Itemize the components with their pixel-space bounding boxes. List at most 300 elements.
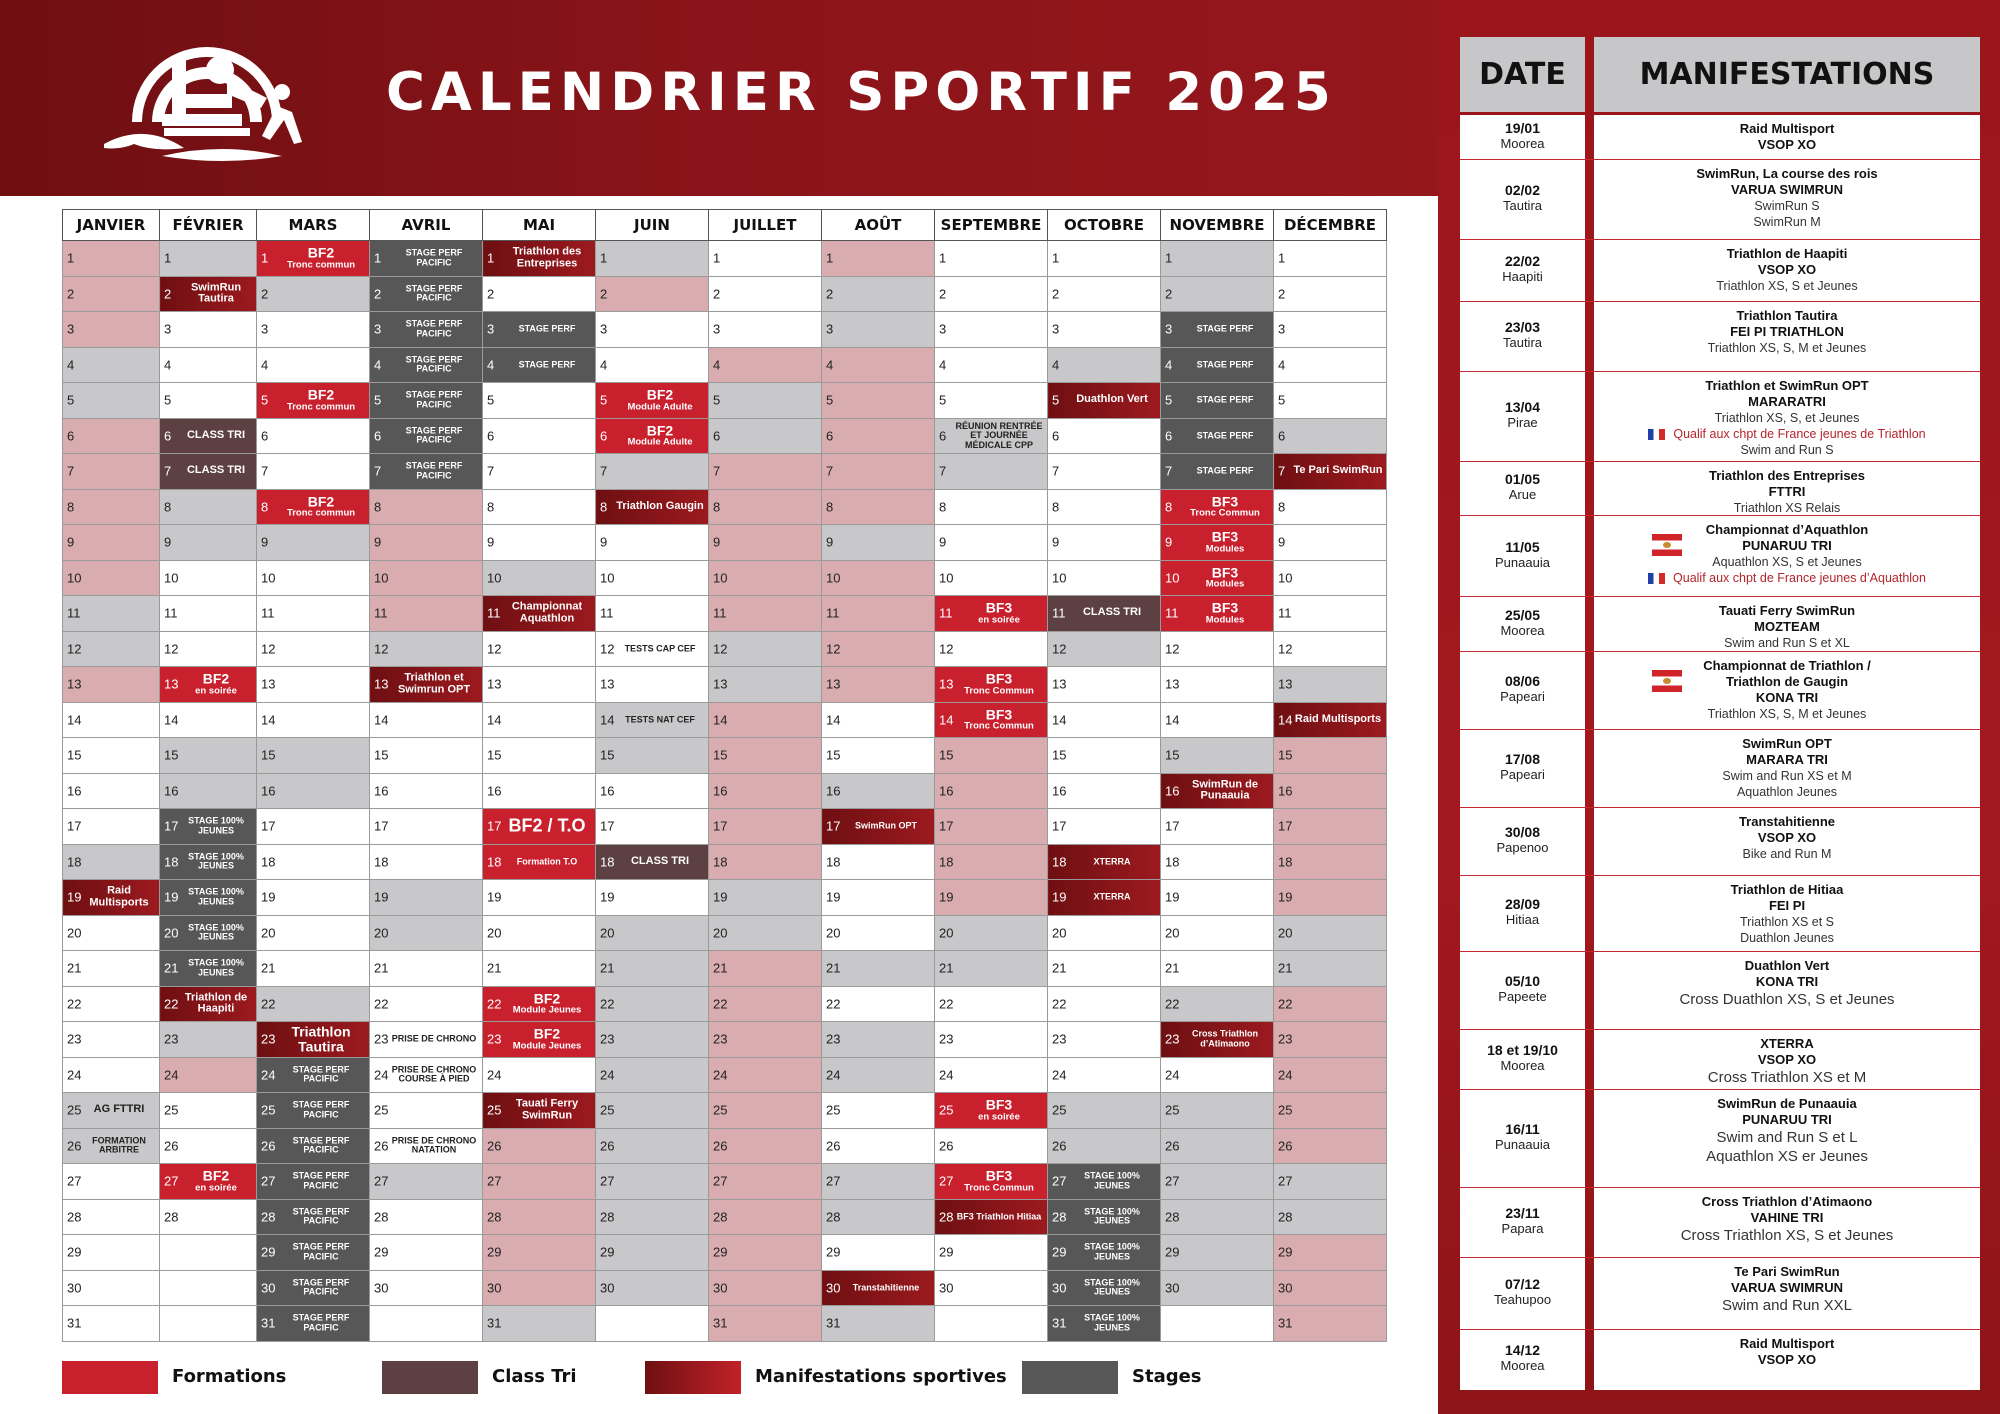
calendar-day-cell [1274, 880, 1387, 916]
day-number: 30 [826, 1280, 841, 1296]
day-number: 3 [487, 321, 495, 337]
day-number: 23 [1278, 1031, 1293, 1047]
event-row [1460, 516, 1980, 597]
calendar-day-cell [1048, 915, 1161, 951]
event-place: Moorea [1500, 135, 1545, 151]
day-number: 17 [826, 818, 841, 834]
calendar-day-cell [709, 915, 822, 951]
day-number: 18 [1052, 854, 1067, 870]
event-category [1594, 914, 1980, 930]
calendar-day-cell [370, 1164, 483, 1200]
calendar-day-cell [1161, 241, 1274, 277]
calendar-day-cell [1274, 241, 1387, 277]
calendar-day-cell [160, 1128, 257, 1164]
event-row [1460, 652, 1980, 730]
calendar-event-label: BF2 en soirée [195, 670, 237, 697]
calendar-day-cell [935, 383, 1048, 419]
event-details [1594, 121, 1980, 153]
calendar-day-cell [935, 915, 1048, 951]
day-number: 8 [1052, 499, 1060, 515]
calendar-day-cell [257, 1057, 370, 1093]
day-number: 26 [826, 1138, 841, 1154]
event-place: Punaauia [1495, 554, 1550, 570]
day-number: 15 [261, 747, 276, 763]
month-header: MAI [483, 210, 596, 241]
day-number: 28 [1052, 1209, 1067, 1225]
calendar-day-cell [1274, 915, 1387, 951]
calendar-day-cell [160, 1164, 257, 1200]
calendar-day-cell [63, 738, 160, 774]
day-number: 13 [713, 676, 728, 692]
calendar-day-cell [483, 809, 596, 845]
calendar-day-cell [822, 702, 935, 738]
day-number: 20 [713, 925, 728, 941]
event-details [1594, 814, 1980, 862]
day-number: 26 [713, 1138, 728, 1154]
event-category-text: Swim and Run S [1740, 443, 1834, 457]
calendar-day-cell [1274, 596, 1387, 632]
event-place: Papara [1501, 1221, 1544, 1236]
calendar-event-label: BF2 Tronc commun [286, 386, 356, 413]
day-number: 11 [826, 605, 840, 621]
day-number: 6 [1165, 428, 1173, 444]
event-title: Triathlon Tautira [1736, 308, 1838, 323]
calendar-day-cell [822, 844, 935, 880]
day-number: 27 [939, 1173, 954, 1189]
calendar-day-cell [370, 276, 483, 312]
calendar-day-cell [63, 915, 160, 951]
legend-swatch [382, 1361, 478, 1394]
day-number: 11 [600, 605, 614, 621]
calendar-day-cell [160, 454, 257, 490]
day-number: 27 [826, 1173, 841, 1189]
day-number: 5 [374, 392, 382, 408]
calendar-day-cell [709, 560, 822, 596]
calendar-day-cell [160, 525, 257, 561]
calendar-day-cell [1048, 880, 1161, 916]
calendar-day-cell [160, 560, 257, 596]
qualification-note [1594, 570, 1980, 586]
day-number: 7 [67, 463, 75, 479]
day-number: 23 [164, 1031, 179, 1047]
calendar-day-cell [709, 1306, 822, 1342]
event-organizer: MARARA TRI [1746, 752, 1828, 767]
calendar-day-cell [822, 1022, 935, 1058]
calendar-event-label: Raid Multisports [89, 884, 149, 909]
calendar-day-cell [63, 1235, 160, 1271]
day-number: 30 [600, 1280, 615, 1296]
calendar-day-cell [709, 986, 822, 1022]
calendar-day-cell [483, 276, 596, 312]
day-number: 8 [600, 499, 608, 515]
day-number: 9 [713, 534, 721, 550]
day-number: 20 [487, 925, 502, 941]
day-number: 30 [1165, 1280, 1180, 1296]
day-number: 19 [713, 889, 728, 905]
calendar-day-cell [257, 880, 370, 916]
calendar-day-cell [370, 1306, 483, 1342]
day-number: 29 [67, 1244, 82, 1260]
calendar-day-cell [483, 489, 596, 525]
calendar-day-cell [1048, 1164, 1161, 1200]
day-number: 19 [487, 889, 502, 905]
day-number: 7 [1052, 463, 1060, 479]
calendar-event-label: AG FTTRI [93, 1103, 145, 1116]
calendar-grid [62, 209, 1387, 1342]
event-date [1460, 253, 1585, 284]
calendar-day-cell [596, 1270, 709, 1306]
calendar-day-cell [935, 1199, 1048, 1235]
day-number: 17 [487, 818, 502, 834]
calendar-day-cell [160, 489, 257, 525]
event-organizer: VAHINE TRI [1750, 1210, 1824, 1225]
calendar-day-row [63, 951, 1387, 987]
calendar-day-cell [483, 241, 596, 277]
calendar-event-label: STAGE PERF PACIFIC [292, 1241, 350, 1262]
day-number: 20 [826, 925, 841, 941]
day-number: 5 [1278, 392, 1286, 408]
day-number: 18 [826, 854, 841, 870]
event-title: SwimRun OPT [1742, 736, 1832, 751]
event-row [1460, 115, 1980, 160]
calendar-event-label: Championnat Aquathlon [511, 600, 583, 625]
event-date [1460, 751, 1585, 782]
calendar-day-cell [935, 454, 1048, 490]
event-organizer: FTTRI [1768, 484, 1806, 499]
calendar-event-label: FORMATION ARBITRE [92, 1135, 146, 1155]
calendar-day-cell [370, 631, 483, 667]
calendar-day-cell [935, 773, 1048, 809]
calendar-day-cell [596, 347, 709, 383]
day-number: 14 [826, 712, 841, 728]
day-number: 5 [261, 392, 269, 408]
calendar-event-label: Triathlon et Swimrun OPT [397, 671, 471, 696]
calendar-day-cell [822, 454, 935, 490]
day-number: 5 [1052, 392, 1060, 408]
day-number: 14 [67, 712, 82, 728]
day-number: 17 [374, 818, 389, 834]
calendar-event-label: STAGE 100% JEUNES [1084, 1312, 1140, 1333]
calendar-day-cell [160, 702, 257, 738]
calendar-day-cell [370, 809, 483, 845]
event-place: Moorea [1500, 622, 1545, 638]
calendar-day-row [63, 809, 1387, 845]
calendar-day-cell [370, 1270, 483, 1306]
event-date-value: 22/02 [1504, 253, 1541, 269]
calendar-event-label: Cross Triathlon d’Atimaono [1191, 1028, 1258, 1049]
calendar-day-cell [1161, 915, 1274, 951]
day-number: 1 [939, 250, 947, 266]
event-title: Triathlon des Entreprises [1708, 468, 1866, 483]
calendar-day-cell [822, 276, 935, 312]
day-number: 25 [67, 1102, 82, 1118]
event-details [1594, 246, 1980, 294]
day-number: 8 [374, 499, 382, 515]
day-number: 9 [826, 534, 834, 550]
event-category [1594, 1068, 1980, 1087]
calendar-day-cell [596, 773, 709, 809]
calendar-day-cell [1048, 1235, 1161, 1271]
calendar-day-cell [1048, 560, 1161, 596]
calendar-day-cell [1161, 454, 1274, 490]
calendar-day-cell [709, 773, 822, 809]
calendar-day-row [63, 383, 1387, 419]
calendar-day-cell [822, 631, 935, 667]
day-number: 26 [600, 1138, 615, 1154]
day-number: 21 [374, 960, 389, 976]
calendar-day-cell [63, 276, 160, 312]
calendar-event-label: Triathlon de Haapiti [184, 991, 248, 1015]
day-number: 4 [1052, 357, 1060, 373]
event-category [1594, 784, 1980, 800]
calendar-day-cell [257, 773, 370, 809]
day-number: 5 [713, 392, 721, 408]
calendar-day-cell [483, 1022, 596, 1058]
calendar-day-cell [596, 1199, 709, 1235]
calendar-day-cell [1274, 489, 1387, 525]
event-date [1460, 471, 1585, 502]
day-number: 18 [487, 854, 502, 870]
calendar-day-cell [160, 915, 257, 951]
calendar-event-label: Duathlon Vert [1076, 393, 1148, 406]
calendar-event-label: PRISE DE CHRONO COURSE À PIED [391, 1064, 477, 1084]
event-category [1594, 410, 1980, 426]
calendar-event-label: CLASS TRI [1082, 606, 1142, 619]
calendar-day-cell [822, 489, 935, 525]
day-number: 1 [261, 250, 269, 266]
day-number: 10 [164, 570, 179, 586]
event-row [1460, 372, 1980, 462]
calendar-day-cell [1161, 489, 1274, 525]
calendar-day-cell [483, 667, 596, 703]
day-number: 27 [374, 1173, 389, 1189]
calendar-day-row [63, 1235, 1387, 1271]
day-number: 3 [261, 321, 269, 337]
calendar-day-cell [1274, 347, 1387, 383]
calendar-day-cell [483, 915, 596, 951]
event-category [1594, 340, 1980, 356]
event-category-text: Aquathlon XS, S et Jeunes [1712, 555, 1862, 569]
event-organizer: VSOP XO [1757, 830, 1817, 845]
calendar-day-cell [483, 596, 596, 632]
calendar-day-cell [1274, 738, 1387, 774]
calendar-day-cell [1274, 276, 1387, 312]
day-number: 30 [374, 1280, 389, 1296]
day-number: 15 [1052, 747, 1067, 763]
day-number: 9 [374, 534, 382, 550]
calendar-day-cell [1274, 1164, 1387, 1200]
month-header: NOVEMBRE [1161, 210, 1274, 241]
day-number: 10 [487, 570, 502, 586]
day-number: 7 [939, 463, 947, 479]
day-number: 25 [600, 1102, 615, 1118]
calendar-day-cell [1274, 560, 1387, 596]
calendar-day-cell [483, 1093, 596, 1129]
calendar-day-cell [160, 1235, 257, 1271]
calendar-day-cell [63, 1199, 160, 1235]
calendar-day-cell [1274, 986, 1387, 1022]
calendar-event-label: STAGE 100% JEUNES [1084, 1277, 1140, 1297]
day-number: 25 [164, 1102, 179, 1118]
calendar-day-cell [257, 951, 370, 987]
calendar-event-label: BF2 Module Jeunes [512, 990, 582, 1017]
day-number: 12 [939, 641, 954, 657]
calendar-event-label: STAGE 100% JEUNES [188, 815, 244, 836]
calendar-day-cell [822, 915, 935, 951]
calendar-day-cell [1161, 1057, 1274, 1093]
event-organizer: PUNARUU TRI [1742, 1112, 1832, 1127]
event-category [1594, 768, 1980, 784]
calendar-day-cell [160, 312, 257, 348]
day-number: 4 [1278, 357, 1286, 373]
calendar-day-cell [1161, 809, 1274, 845]
calendar-day-cell [596, 418, 709, 454]
event-row [1460, 1188, 1980, 1258]
day-number: 25 [1278, 1102, 1293, 1118]
event-date-value: 01/05 [1504, 471, 1541, 487]
event-category-text: SwimRun M [1753, 215, 1821, 229]
calendar-day-cell [1048, 1022, 1161, 1058]
day-number: 26 [1278, 1138, 1293, 1154]
calendar-day-cell [257, 809, 370, 845]
day-number: 22 [374, 996, 389, 1012]
calendar-day-cell [596, 809, 709, 845]
france-flag-icon [1648, 573, 1665, 584]
day-number: 13 [1052, 676, 1067, 692]
calendar-event-label: STAGE PERF PACIFIC [292, 1312, 350, 1333]
calendar-event-label: STAGE PERF PACIFIC [405, 389, 463, 410]
calendar-day-cell [63, 809, 160, 845]
calendar-day-cell [709, 1199, 822, 1235]
event-category [1594, 1226, 1980, 1245]
calendar-day-cell [935, 986, 1048, 1022]
event-date [1460, 182, 1585, 213]
day-number: 11 [67, 605, 81, 621]
event-category-text: Cross Duathlon XS, S et Jeunes [1679, 991, 1895, 1008]
calendar-day-cell [160, 667, 257, 703]
calendar-day-cell [822, 525, 935, 561]
calendar-day-cell [63, 560, 160, 596]
calendar-day-cell [160, 1199, 257, 1235]
day-number: 23 [1165, 1031, 1180, 1047]
calendar-day-cell [257, 454, 370, 490]
day-number: 6 [487, 428, 495, 444]
calendar-day-row [63, 1128, 1387, 1164]
day-number: 18 [374, 854, 389, 870]
event-date-value: 28/09 [1504, 896, 1541, 912]
calendar-day-cell [160, 809, 257, 845]
calendar-event-label: PRISE DE CHRONO NATATION [391, 1135, 477, 1155]
event-row [1460, 302, 1980, 372]
calendar-day-cell [257, 667, 370, 703]
calendar-day-cell [596, 489, 709, 525]
calendar-day-cell [1161, 312, 1274, 348]
day-number: 9 [600, 534, 608, 550]
calendar-event-label: STAGE PERF PACIFIC [405, 283, 463, 303]
calendar-day-cell [1274, 418, 1387, 454]
calendar-day-cell [370, 1093, 483, 1129]
day-number: 2 [1278, 286, 1286, 302]
day-number: 29 [600, 1244, 615, 1260]
event-date-value: 08/06 [1504, 673, 1541, 689]
day-number: 10 [1052, 570, 1067, 586]
day-number: 14 [374, 712, 389, 728]
calendar-event-label: BF2 Module Jeunes [512, 1025, 582, 1052]
day-number: 13 [261, 676, 276, 692]
calendar-day-cell [935, 525, 1048, 561]
calendar-event-label: SwimRun de Punaauia [1191, 778, 1258, 802]
calendar-day-cell [935, 702, 1048, 738]
calendar-day-cell [709, 1270, 822, 1306]
day-number: 8 [1278, 499, 1286, 515]
calendar-day-cell [160, 951, 257, 987]
day-number: 7 [487, 463, 495, 479]
calendar-day-cell [1161, 951, 1274, 987]
calendar-day-cell [370, 1128, 483, 1164]
day-number: 14 [1052, 712, 1067, 728]
event-place: Papeari [1500, 689, 1545, 704]
calendar-event-label: XTERRA [1093, 856, 1131, 867]
calendar-day-cell [1048, 667, 1161, 703]
day-number: 18 [713, 854, 728, 870]
day-number: 30 [1052, 1280, 1067, 1296]
calendar-day-cell [1048, 489, 1161, 525]
day-number: 6 [826, 428, 834, 444]
event-date-value: 07/12 [1504, 1276, 1541, 1292]
day-number: 4 [487, 357, 495, 373]
calendar-day-cell [935, 418, 1048, 454]
event-date-value: 18 et 19/10 [1487, 1042, 1558, 1058]
calendar-day-cell [483, 1270, 596, 1306]
calendar-day-cell [370, 915, 483, 951]
event-title: Championnat d’Aquathlon [1705, 522, 1869, 537]
event-place: Pirae [1507, 415, 1538, 430]
day-number: 3 [1165, 321, 1173, 337]
day-number: 1 [374, 250, 382, 266]
day-number: 6 [261, 428, 269, 444]
calendar-day-cell [709, 844, 822, 880]
calendar-event-label: SwimRun Tautira [190, 281, 242, 305]
event-title: SwimRun, La course des rois [1696, 166, 1878, 181]
calendar-day-cell [483, 986, 596, 1022]
calendar-day-cell [709, 880, 822, 916]
event-place: Tautira [1502, 335, 1543, 350]
day-number: 19 [67, 889, 82, 905]
day-number: 4 [67, 357, 75, 373]
day-number: 4 [826, 357, 834, 373]
day-number: 4 [1165, 357, 1173, 373]
calendar-event-label: BF3 Modules [1205, 599, 1245, 626]
event-organizer: PUNARUU TRI [1742, 538, 1832, 553]
france-flag-icon [1648, 429, 1665, 440]
calendar-day-cell [63, 1022, 160, 1058]
calendar-day-cell [63, 418, 160, 454]
calendar-day-cell [1161, 596, 1274, 632]
calendar-day-cell [1274, 773, 1387, 809]
day-number: 8 [261, 499, 269, 515]
day-number: 23 [487, 1031, 502, 1047]
calendar-day-cell [370, 1022, 483, 1058]
calendar-day-cell [1048, 276, 1161, 312]
calendar-event-label: RÉUNION RENTRÉE ET JOURNÉE MÉDICALE CPP [955, 420, 1043, 450]
calendar-day-cell [596, 1128, 709, 1164]
qualification-note [1594, 426, 1980, 442]
day-number: 29 [374, 1244, 389, 1260]
calendar-day-cell [160, 1022, 257, 1058]
calendar-day-cell [935, 276, 1048, 312]
calendar-day-row [63, 1022, 1387, 1058]
day-number: 31 [826, 1315, 841, 1331]
